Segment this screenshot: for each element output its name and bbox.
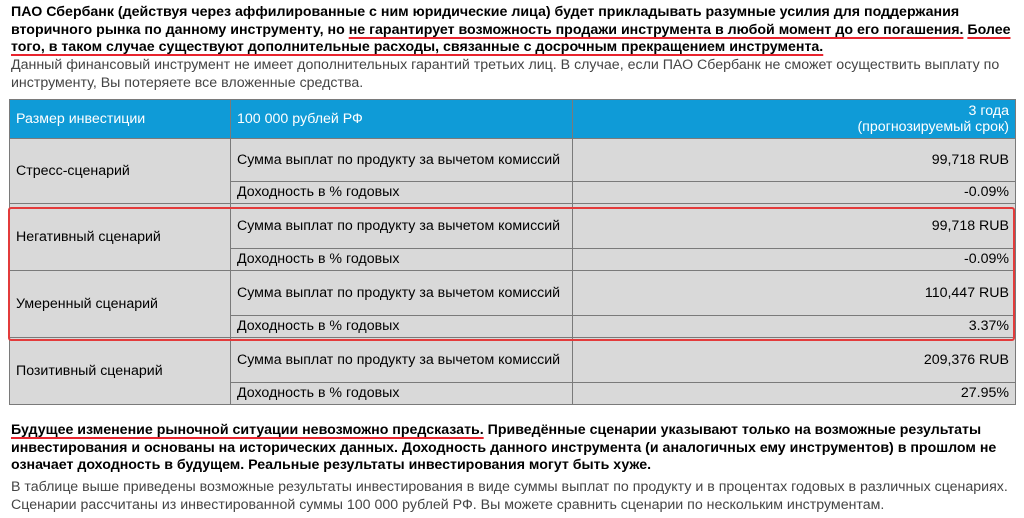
scenario-name: Стресс-сценарий	[10, 139, 231, 204]
payout-value: 99,718 RUB	[573, 139, 1016, 182]
intro-bold-text: ПАО Сбербанк (действуя через аффилированные с ним юридические лица) будет прикладывать разумные усилия для поддержания вторичного рынка по данному инструменту, но	[11, 4, 960, 38]
header-amount: 100 000 рублей РФ	[231, 100, 573, 139]
yield-value: -0.09%	[573, 249, 1016, 271]
yield-label: Доходность в % годовых	[231, 316, 573, 338]
scenario-name: Позитивный сценарий	[10, 338, 231, 405]
yield-label: Доходность в % годовых	[231, 182, 573, 204]
table-row	[10, 338, 1016, 383]
payout-label: Сумма выплат по продукту за вычетом комиссий	[231, 338, 573, 383]
payout-label: Сумма выплат по продукту за вычетом комиссий	[231, 139, 573, 182]
table-row	[10, 204, 1016, 249]
header-investment-size: Размер инвестиции	[10, 100, 231, 139]
payout-value: 110,447 RUB	[573, 271, 1016, 316]
payout-label: Сумма выплат по продукту за вычетом комиссий	[231, 271, 573, 316]
header-term-years: 3 года	[968, 102, 1009, 119]
payout-label: Сумма выплат по продукту за вычетом комиссий	[231, 204, 573, 249]
header-term	[573, 100, 1016, 139]
table-row	[10, 139, 1016, 182]
table-row	[10, 271, 1016, 316]
header-term-note: (прогнозируемый срок)	[857, 119, 1009, 135]
intro-underlined-2: Более того, в таком случае существуют дополнительные расходы, связанные с досрочным прекращением инструмента.	[11, 21, 1011, 55]
intro-guarantee-note: Данный финансовый инструмент не имеет дополнительных гарантий третьих лиц. В случае, если ПАО Сбербанк не сможет осуществить выплату по инструменту, Вы потеряете все вложенные средства.	[11, 57, 1000, 91]
table-header-row	[10, 100, 1016, 139]
payout-value: 99,718 RUB	[573, 204, 1016, 249]
yield-value: 27.95%	[573, 383, 1016, 405]
outro-warning	[11, 422, 1016, 475]
yield-label: Доходность в % годовых	[231, 383, 573, 405]
intro-warning	[11, 4, 1016, 57]
outro-explanation: В таблице выше приведены возможные результаты инвестирования в виде суммы выплат по продукту и в процентах годовых в различных сценариях. Сценарии рассчитаны из инвестированной суммы 100 000 рублей РФ. Вы можете сравнить сценарии по нескольким инструментам.	[11, 479, 1008, 513]
yield-label: Доходность в % годовых	[231, 249, 573, 271]
scenario-name: Негативный сценарий	[10, 204, 231, 271]
outro-underlined: Будущее изменение рыночной ситуации невозможно предсказать.	[11, 422, 484, 438]
yield-value: 3.37%	[573, 316, 1016, 338]
scenario-name: Умеренный сценарий	[10, 271, 231, 338]
payout-value: 209,376 RUB	[573, 338, 1016, 383]
scenarios-table	[9, 99, 1016, 405]
intro-underlined-1: не гарантирует возможность продажи инструмента в любой момент до его погашения.	[348, 21, 964, 38]
outro-bold-text: Приведённые сценарии указывают только на возможные результаты инвестирования и основаны на исторических данных. Доходность данного инструмента (и аналогичных ему инструментов) в прошлом не означает доходность в будущем. Реальные результаты инвестирования могут быть хуже.	[11, 422, 997, 473]
yield-value: -0.09%	[573, 182, 1016, 204]
